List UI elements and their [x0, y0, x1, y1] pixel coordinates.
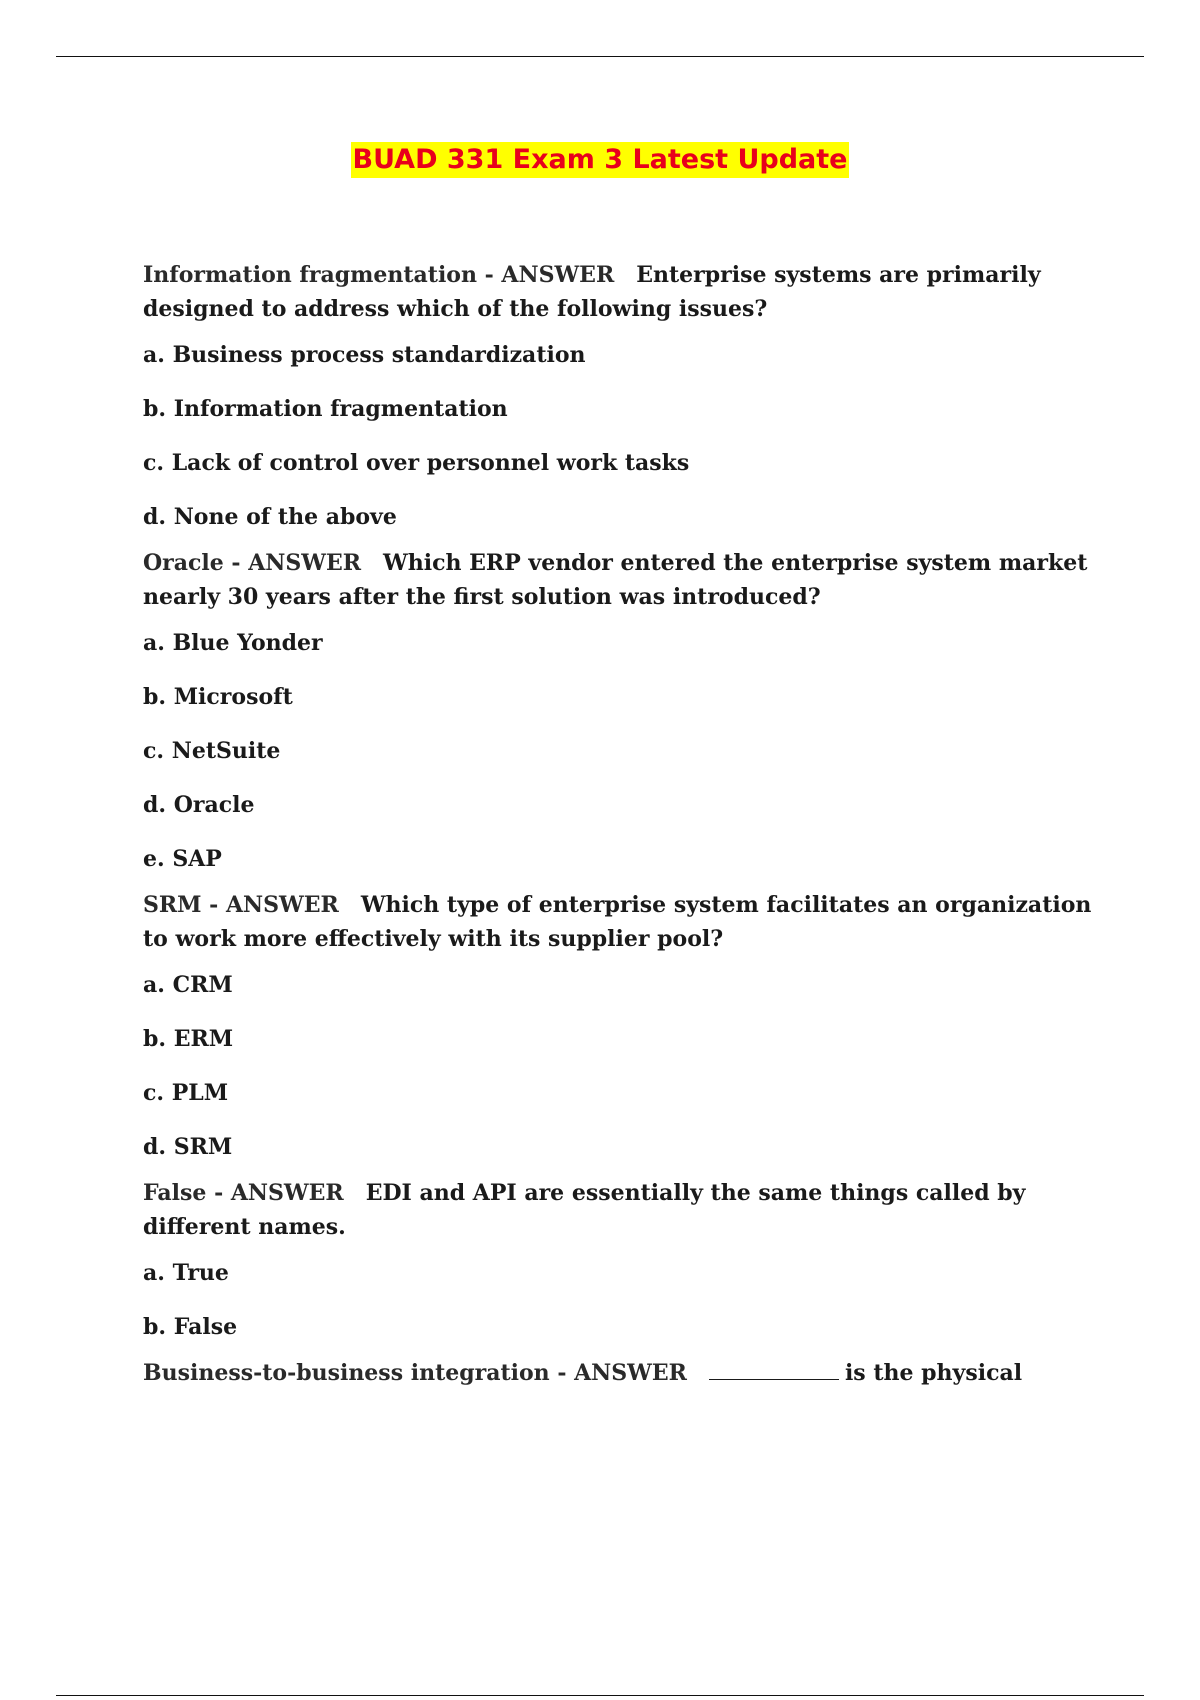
- option-item: d. None of the above: [143, 504, 397, 530]
- option-item: b. ERM: [143, 1026, 234, 1052]
- question-text: is the physical: [844, 1360, 1023, 1386]
- option-item: a. Business process standardization: [143, 342, 586, 368]
- document-body: [143, 258, 1103, 1404]
- answer-label: False - ANSWER: [143, 1180, 344, 1206]
- title-wrap: [0, 142, 1200, 178]
- question-text: Which ERP vendor entered the enterprise system market nearly 30 years after the first solution was introduced?: [143, 550, 1088, 610]
- question-text: EDI and API are essentially the same things called by different names.: [143, 1180, 1026, 1240]
- option-item: c. NetSuite: [143, 738, 281, 764]
- header-rule: [56, 56, 1144, 57]
- answer-label: Business-to-business integration - ANSWER: [143, 1360, 687, 1386]
- question-block: [143, 888, 1103, 956]
- footer-rule: [56, 1695, 1144, 1696]
- option-item: d. Oracle: [143, 792, 255, 818]
- question-text: Enterprise systems are primarily designed to address which of the following issues?: [143, 262, 1041, 322]
- answer-label: Information fragmentation - ANSWER: [143, 262, 615, 288]
- option-item: a. True: [143, 1260, 229, 1286]
- question-block: [143, 546, 1103, 614]
- question-block: [143, 1176, 1103, 1244]
- option-item: c. Lack of control over personnel work tasks: [143, 450, 690, 476]
- answer-label: Oracle - ANSWER: [143, 550, 362, 576]
- option-item: a. Blue Yonder: [143, 630, 323, 656]
- option-item: e. SAP: [143, 846, 222, 872]
- fill-in-blank: [709, 1359, 839, 1380]
- answer-label: SRM - ANSWER: [143, 892, 339, 918]
- question-block: [143, 1356, 1103, 1390]
- option-item: c. PLM: [143, 1080, 229, 1106]
- option-item: b. False: [143, 1314, 238, 1340]
- option-item: d. SRM: [143, 1134, 233, 1160]
- option-item: b. Information fragmentation: [143, 396, 508, 422]
- question-block: [143, 258, 1103, 326]
- question-text: Which type of enterprise system facilitates an organization to work more effectively with its supplier pool?: [143, 892, 1092, 952]
- option-item: b. Microsoft: [143, 684, 293, 710]
- option-item: a. CRM: [143, 972, 233, 998]
- document-title: BUAD 331 Exam 3 Latest Update: [351, 142, 850, 178]
